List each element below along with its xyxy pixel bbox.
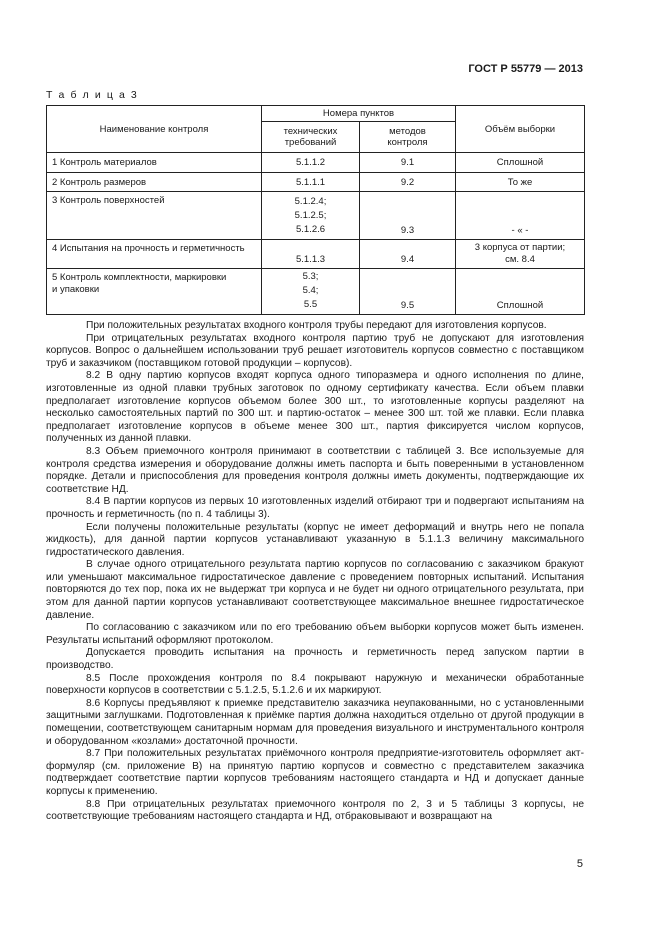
row-tech: 5.1.1.2 xyxy=(262,153,360,173)
table-caption: Т а б л и ц а 3 xyxy=(46,89,139,101)
page-number: 5 xyxy=(576,858,583,870)
row-name: 3 Контроль поверхностей xyxy=(47,192,262,240)
paragraph: 8.6 Корпусы предъявляют к приемке представителю заказчика неупакованными, но с установленными защитными заглушками. Подготовленная к приёмке партия должна находиться отдельно от другой продукции в помещении, соответствующем санитарным нормам для проведения визуального и инструментального контроля и оборудованном «козлами» достаточной прочности. xyxy=(46,697,584,747)
row-name: 5 Контроль комплектности, маркировки и упаковки xyxy=(47,269,262,315)
row-name: 2 Контроль размеров xyxy=(47,173,262,192)
row-name: 4 Испытания на прочность и герметичность xyxy=(47,240,262,269)
row-tech-line: 5.1.2.5; xyxy=(294,210,327,221)
row-method: 9.4 xyxy=(360,240,456,269)
col-header-name: Наименование контроля xyxy=(47,106,262,153)
row-volume: 3 корпуса от партии; см. 8.4 xyxy=(456,240,585,269)
row-tech-line: 5.1.2.6 xyxy=(295,224,326,235)
table-row xyxy=(47,153,585,173)
paragraph: При отрицательных результатах входного контроля партию труб не допускают для изготовления корпусов. Вопрос о дальнейшем использовании труб решает изготовитель корпусов совместно с поставщиком труб и заказчиком (поставщиком готовой продукции – корпусов). xyxy=(46,332,584,369)
table-row xyxy=(47,240,585,269)
table-row xyxy=(47,173,585,192)
paragraph: В случае одного отрицательного результата партию корпусов по согласованию с заказчиком бракуют или уменьшают максимальное гидростатическое давление с проведением повторных испытаний. Испытания повторяются до тех пор, пока их не выдержат три корпуса и не будет ни одного отрицательного результата, при этом для данной партии корпусов устанавливают соответствующее максимальное внешнее гидростатическое давление. xyxy=(46,559,584,621)
row-tech-line: 5.1.2.4; xyxy=(294,196,327,207)
row-method: 9.2 xyxy=(360,173,456,192)
paragraph: По согласованию с заказчиком или по его требованию объем выборки корпусов может быть изменен. Результаты испытаний оформляют протоколом. xyxy=(46,622,584,646)
body-text xyxy=(46,320,584,824)
table-row xyxy=(47,269,585,315)
table-row xyxy=(47,192,585,240)
col-header-tech: технических требований xyxy=(262,122,360,153)
row-tech: 5.1.1.3 xyxy=(262,240,360,269)
paragraph: 8.3 Объем приемочного контроля принимают в соответствии с таблицей 3. Все используемые для контроля средства измерения и оборудование должны иметь паспорта и быть поверенными в установленном порядке. Детали и приспособления для проведения контроля должны иметь документы, подтверждающие их соответствие НД. xyxy=(46,445,584,495)
row-tech-line: 5.4; xyxy=(302,285,319,296)
row-tech xyxy=(262,269,360,315)
row-volume: Сплошной xyxy=(456,269,585,315)
col-header-group: Номера пунктов xyxy=(262,106,456,122)
row-tech-line: 5.3; xyxy=(302,271,319,282)
row-tech-line: 5.5 xyxy=(303,299,318,310)
row-tech: 5.1.1.1 xyxy=(262,173,360,192)
row-name: 1 Контроль материалов xyxy=(47,153,262,173)
row-method: 9.5 xyxy=(360,269,456,315)
paragraph: 8.5 После прохождения контроля по 8.4 покрывают наружную и механически обработанные поверхности корпусов в соответствии с 5.1.2.5, 5.1.2.6 и их маркируют. xyxy=(46,672,584,697)
paragraph: 8.8 При отрицательных результатах приемочного контроля по 2, 3 и 5 таблицы 3 корпусы, не соответствующие требованиям настоящего стандарта и НД, отбраковывают и возвращают на xyxy=(46,798,584,823)
row-tech xyxy=(262,192,360,240)
row-volume: Сплошной xyxy=(456,153,585,173)
row-method: 9.3 xyxy=(360,192,456,240)
paragraph: 8.7 При положительных результатах приёмочного контроля предприятие-изготовитель оформляет акт-формуляр (см. приложение В) на принятую партию корпусов и совместно с представителем заказчика подтверждает соответствие партии корпусов требованиям настоящего стандарта и НД и допускает данные корпусы к применению. xyxy=(46,748,584,797)
col-header-method: методов контроля xyxy=(360,122,456,153)
control-table xyxy=(46,105,585,315)
paragraph: Допускается проводить испытания на прочность и герметичность перед запуском партии в производство. xyxy=(46,647,584,672)
paragraph: Если получены положительные результаты (корпус не имеет деформаций и внутрь него не попала жидкость), для данной партии корпусов устанавливают указанную в 5.1.1.3 величину максимального гидростатического давления. xyxy=(46,521,584,558)
row-volume: То же xyxy=(456,173,585,192)
paragraph: При положительных результатах входного контроля трубы передают для изготовления корпусов. xyxy=(86,320,547,331)
col-header-volume: Объём выборки xyxy=(456,106,585,153)
document-header: ГОСТ Р 55779 — 2013 xyxy=(468,63,583,75)
row-method: 9.1 xyxy=(360,153,456,173)
paragraph: 8.4 В партии корпусов из первых 10 изготовленных изделий отбирают три и подвергают испытаниям на прочность и герметичность (по п. 4 таблицы 3). xyxy=(46,496,584,520)
row-volume: - « - xyxy=(456,192,585,240)
paragraph: 8.2 В одну партию корпусов входят корпуса одного типоразмера и одного исполнения по длине, изготовленные из одной плавки трубных заготовок по одному сертификату качества. Если объем плавки предполагает изготовление корпусов объемом более 300 шт., то изготовленные корпусы разделяют на несколько самостоятельных партий по 300 шт. и партию-остаток – менее 300 шт. той же плавки. Если плавка предполагает изготовление корпусов в объеме менее 300 шт., партия фиксируется числом корпусов, полученных из данной плавки. xyxy=(46,370,584,445)
